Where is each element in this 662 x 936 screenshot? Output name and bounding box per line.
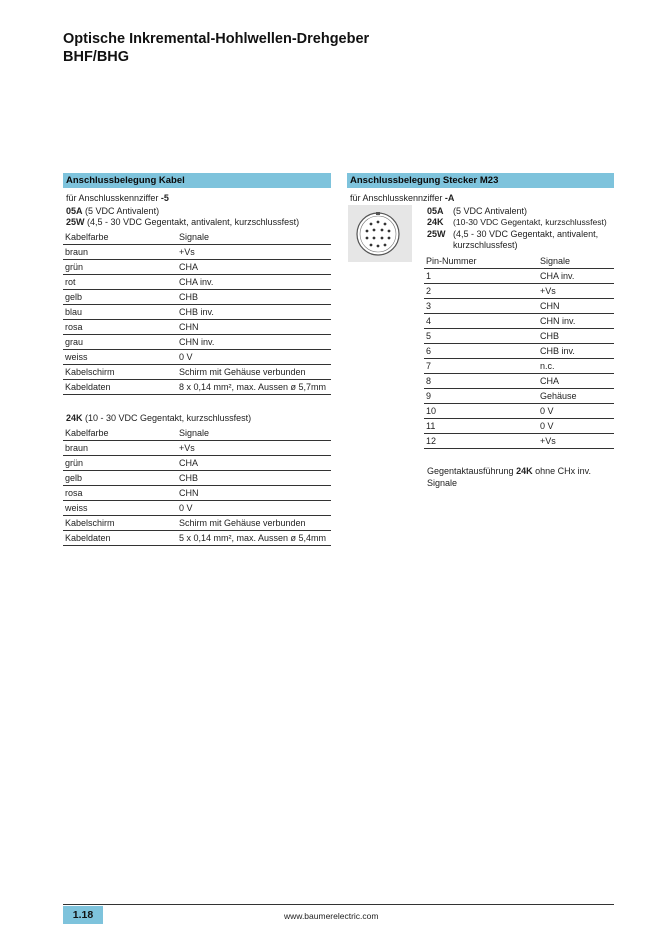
connector-note-line-2: Signale <box>427 478 458 488</box>
pin-table-cell-key: 9 <box>424 389 538 404</box>
cable-table-1-cell-value: CHA inv. <box>177 275 331 290</box>
pin-table-cell-key: 1 <box>424 269 538 284</box>
cable-table-1-row <box>63 380 331 395</box>
footer-url: www.baumerelectric.com <box>284 911 379 921</box>
pin-table-row <box>424 284 614 299</box>
cable-table-2-cell-value: +Vs <box>177 441 331 456</box>
pin-table-cell-value: Gehäuse <box>538 389 614 404</box>
cable-table-2-cell-key: Kabelfarbe <box>63 426 177 441</box>
cable-table-1-cell-key: Kabelschirm <box>63 365 177 380</box>
pin-table-cell-key: 6 <box>424 344 538 359</box>
pin-table-cell-key: 8 <box>424 374 538 389</box>
pin-table-cell-value: CHB <box>538 329 614 344</box>
cable-table-1-cell-value: CHN <box>177 320 331 335</box>
cable-table-1-cell-value: 0 V <box>177 350 331 365</box>
cable-table-1-row <box>63 245 331 260</box>
pin-table-header-row <box>424 254 614 269</box>
cable-table-2-cell-value: Signale <box>177 426 331 441</box>
cable-signal-table-2 <box>63 426 331 546</box>
cable-table-2-cell-key: weiss <box>63 501 177 516</box>
cable-table-1-cell-value: 8 x 0,14 mm², max. Aussen ø 5,7mm <box>177 380 331 395</box>
pin-table-cell-value: CHB inv. <box>538 344 614 359</box>
pin-table-cell-key: 3 <box>424 299 538 314</box>
cable-table-2-row <box>63 531 331 546</box>
cable-table-1-row <box>63 365 331 380</box>
title-line-1: Optische Inkremental-Hohlwellen-Drehgeber <box>63 31 370 47</box>
pin-table-cell-key: 2 <box>424 284 538 299</box>
cable-table-1-row <box>63 260 331 275</box>
cable-table-2-header-row <box>63 426 331 441</box>
connector-for-line: für Anschlusskennziffer -A <box>350 193 455 203</box>
cable-table-1-cell-key: Kabelfarbe <box>63 230 177 245</box>
cable-variant-25w: 25W (4,5 - 30 VDC Gegentakt, antivalent, kurzschlussfest) <box>66 217 300 227</box>
cable-table-1-cell-key: weiss <box>63 350 177 365</box>
pin-table-cell-key: 12 <box>424 434 538 449</box>
cable-table-2-cell-key: Kabelschirm <box>63 516 177 531</box>
connector-variant-05a: 05A (5 VDC Antivalent) <box>427 206 528 216</box>
pin-table-cell-key: 4 <box>424 314 538 329</box>
cable-table-2-row <box>63 441 331 456</box>
cable-table-1-cell-value: +Vs <box>177 245 331 260</box>
pin-table-row <box>424 314 614 329</box>
pin-table-row <box>424 419 614 434</box>
pin-table-row <box>424 374 614 389</box>
pin-table-cell-value: CHN inv. <box>538 314 614 329</box>
cable-table-2-cell-value: Schirm mit Gehäuse verbunden <box>177 516 331 531</box>
footer-rule <box>63 904 614 905</box>
cable-table-2-row <box>63 501 331 516</box>
cable-for-line: für Anschlusskennziffer -5 <box>66 193 169 203</box>
pin-table-row <box>424 269 614 284</box>
m23-connector-diagram <box>348 205 412 262</box>
pin-table-cell-value: 0 V <box>538 404 614 419</box>
connector-variant-25w: 25W (4,5 - 30 VDC Gegentakt, antivalent, <box>427 229 599 239</box>
pin-table-row <box>424 389 614 404</box>
pin-table-row <box>424 344 614 359</box>
pin-table-cell-key: Pin-Nummer <box>424 254 538 269</box>
cable-table-1-row <box>63 320 331 335</box>
connector-note-line-1: Gegentaktausführung 24K ohne CHx inv. <box>427 466 591 476</box>
cable-table-1-cell-key: gelb <box>63 290 177 305</box>
pin-table-cell-key: 10 <box>424 404 538 419</box>
pin-table-cell-value: CHN <box>538 299 614 314</box>
cable-table-1-row <box>63 350 331 365</box>
pin-table-cell-value: CHA <box>538 374 614 389</box>
pin-table-cell-value: 0 V <box>538 419 614 434</box>
cable-table-1-cell-value: Signale <box>177 230 331 245</box>
cable-table-2-cell-key: grün <box>63 456 177 471</box>
cable-table-2-cell-value: 0 V <box>177 501 331 516</box>
cable-table-1-cell-value: CHB inv. <box>177 305 331 320</box>
pin-table-row <box>424 359 614 374</box>
cable-table-2-row <box>63 486 331 501</box>
title-line-2: BHF/BHG <box>63 49 130 65</box>
cable-table-1-cell-key: rot <box>63 275 177 290</box>
cable-table-2-cell-value: 5 x 0,14 mm², max. Aussen ø 5,4mm <box>177 531 331 546</box>
m23-connector-icon <box>348 205 412 262</box>
pin-table-cell-value: n.c. <box>538 359 614 374</box>
cable-table-1-row <box>63 335 331 350</box>
connector-variant-24k: 24K (10-30 VDC Gegentakt, kurzschlussfest) <box>427 217 607 227</box>
cable-table-2-cell-value: CHN <box>177 486 331 501</box>
cable-table-1-header-row <box>63 230 331 245</box>
pin-table-cell-key: 7 <box>424 359 538 374</box>
pin-table-cell-value: +Vs <box>538 434 614 449</box>
cable-variant-05a: 05A (5 VDC Antivalent) <box>66 206 160 216</box>
connector-section-header: Anschlussbelegung Stecker M23 <box>347 173 614 188</box>
cable-table-1-cell-value: CHN inv. <box>177 335 331 350</box>
cable-table-1-cell-value: CHB <box>177 290 331 305</box>
cable-table-1-cell-key: grün <box>63 260 177 275</box>
cable-table-1-cell-value: CHA <box>177 260 331 275</box>
page-number-badge: 1.18 <box>63 906 103 924</box>
cable-table-1-row <box>63 305 331 320</box>
cable-table-1-row <box>63 290 331 305</box>
pin-table-row <box>424 434 614 449</box>
pin-table-cell-value: CHA inv. <box>538 269 614 284</box>
cable-table-1-cell-value: Schirm mit Gehäuse verbunden <box>177 365 331 380</box>
cable-table-1-cell-key: blau <box>63 305 177 320</box>
pin-table-row <box>424 404 614 419</box>
cable-table-2-cell-value: CHB <box>177 471 331 486</box>
cable-table-1-cell-key: braun <box>63 245 177 260</box>
pin-table-cell-key: 5 <box>424 329 538 344</box>
pin-table-row <box>424 299 614 314</box>
cable-table-2-cell-value: CHA <box>177 456 331 471</box>
cable-table-2-row <box>63 456 331 471</box>
pin-table-cell-value: +Vs <box>538 284 614 299</box>
cable-table-1-cell-key: grau <box>63 335 177 350</box>
connector-variant-25w-cont: kurzschlussfest) <box>453 240 518 250</box>
cable-table-2-cell-key: rosa <box>63 486 177 501</box>
cable-table-1-cell-key: rosa <box>63 320 177 335</box>
pin-table-row <box>424 329 614 344</box>
cable-table-1-row <box>63 275 331 290</box>
cable-table-2-row <box>63 471 331 486</box>
cable-table-2-cell-key: gelb <box>63 471 177 486</box>
cable-table-2-row <box>63 516 331 531</box>
pin-table-cell-value: Signale <box>538 254 614 269</box>
cable-table-1-cell-key: Kabeldaten <box>63 380 177 395</box>
cable-signal-table-1 <box>63 230 331 395</box>
pin-table-cell-key: 11 <box>424 419 538 434</box>
connector-pin-table <box>424 254 614 449</box>
cable-table-2-cell-key: Kabeldaten <box>63 531 177 546</box>
cable-variant-24k: 24K (10 - 30 VDC Gegentakt, kurzschlussfest) <box>66 413 252 423</box>
cable-table-2-cell-key: braun <box>63 441 177 456</box>
page-title <box>63 30 369 66</box>
cable-section-header: Anschlussbelegung Kabel <box>63 173 331 188</box>
